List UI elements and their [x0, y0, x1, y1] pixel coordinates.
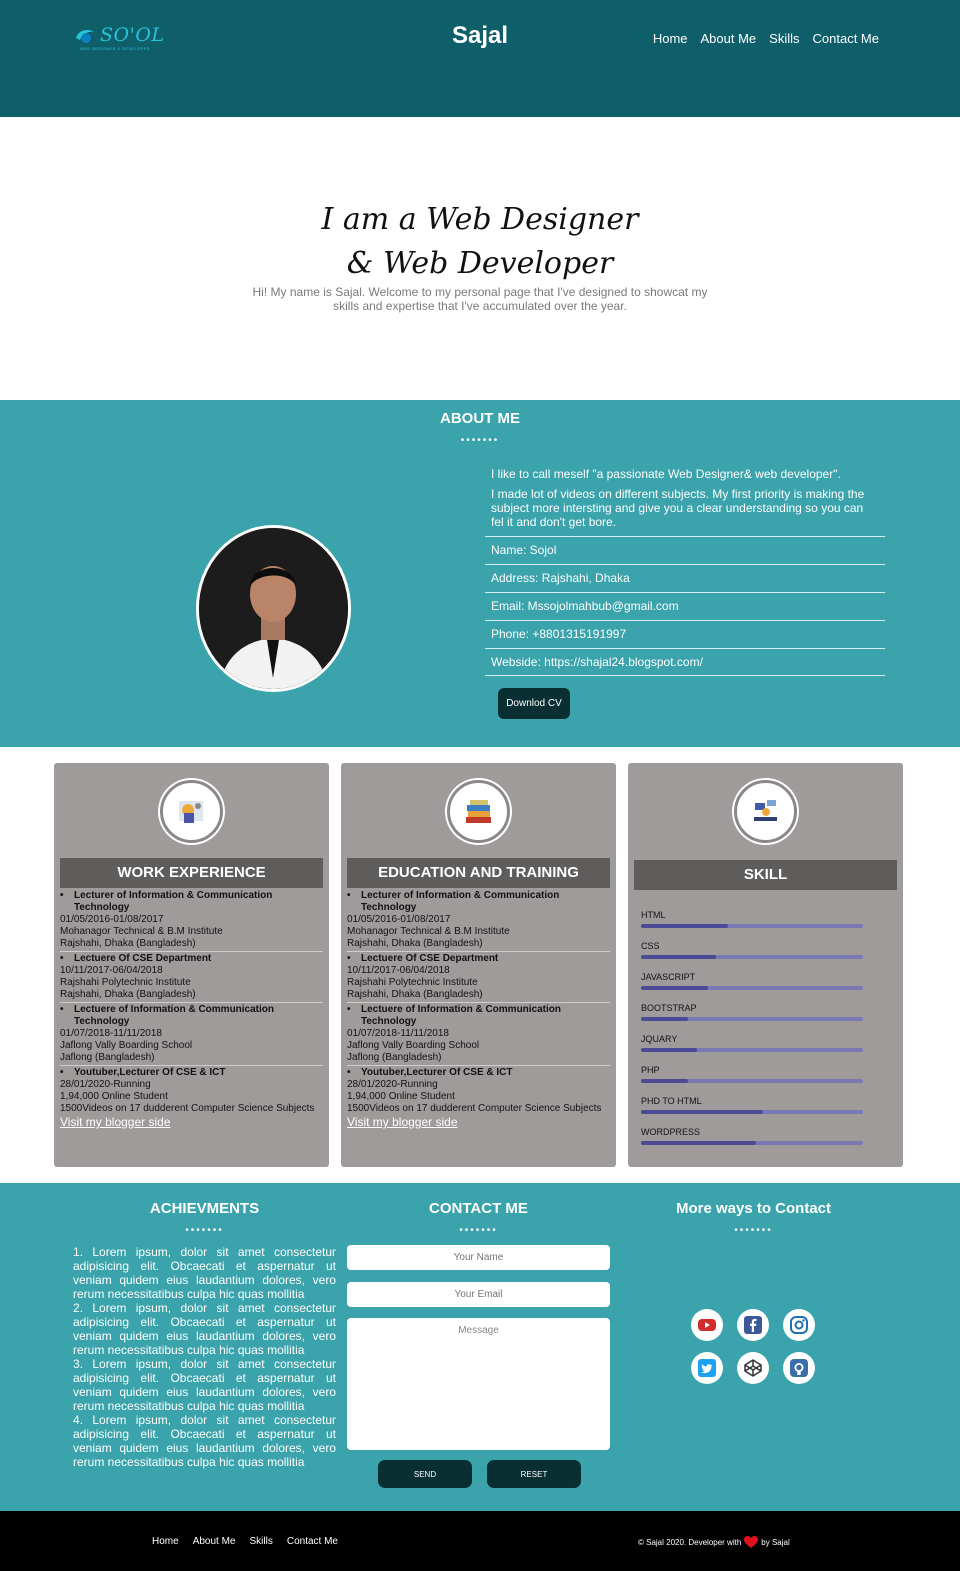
info-name: Name: Sojol — [485, 536, 885, 564]
skill-bar-fill — [641, 1110, 763, 1114]
youtube-icon[interactable] — [691, 1309, 723, 1341]
facebook-icon[interactable] — [737, 1309, 769, 1341]
skill-card — [628, 763, 903, 1167]
list-item: • Lectuere of Information & Communication Technology 01/07/2018-11/11/2018 Jaflong Vally Boarding School Jaflong (Bangladesh) — [60, 1004, 323, 1066]
blogger-link[interactable]: Visit my blogger side — [347, 1115, 458, 1129]
nav-home[interactable]: Home — [652, 31, 688, 46]
codepen-icon[interactable] — [737, 1352, 769, 1384]
list-item: • Lectuere of Information & Communication Technology 01/07/2018-11/11/2018 Jaflong Vally Boarding School Jaflong (Bangladesh) — [347, 1004, 610, 1066]
nav-skills[interactable]: Skills — [769, 31, 800, 46]
github-icon[interactable] — [783, 1352, 815, 1384]
skill-bar-fill — [641, 955, 716, 959]
work-list — [60, 890, 323, 1132]
skill-bar-track — [641, 1110, 863, 1114]
skill-bar-track — [641, 986, 863, 990]
hero-subtitle: Hi! My name is Sajal. Welcome to my personal page that I've designed to showcat my skills and expertise that I've accumulated over the year. — [252, 285, 708, 313]
hero-title-line1: I am a Web Designer — [321, 202, 639, 237]
books-icon — [462, 795, 495, 828]
skill-row — [641, 1095, 863, 1126]
contact-title: CONTACT ME — [429, 1200, 528, 1217]
site-header — [0, 0, 960, 117]
copyright — [638, 1536, 790, 1549]
site-title: Sajal — [451, 22, 509, 49]
info-address: Address: Rajshahi, Dhaka — [485, 564, 885, 592]
skill-label: WORDPRESS — [641, 1127, 701, 1137]
skill-row — [641, 971, 863, 1002]
main-nav — [653, 31, 879, 46]
blogger-link[interactable]: Visit my blogger side — [60, 1115, 171, 1129]
about-intro-1: I like to call meself "a passionate Web Designer& web developer". — [491, 467, 841, 481]
achievement-item: 1. Lorem ipsum, dolor sit amet consectetur adipisicing elit. Obcaecati et aspernatur ut veniam quidem eius laudantium dolores, vero rerum necessitatibus culpa hic quas mollitia — [73, 1245, 336, 1301]
achievements-title: ACHIEVMENTS — [149, 1200, 260, 1217]
skill-bar-track — [641, 1048, 863, 1052]
nav-about-me[interactable]: About Me — [700, 31, 757, 46]
skill-label: PHP — [641, 1065, 660, 1075]
name-input[interactable] — [347, 1245, 610, 1270]
nav-contact-me[interactable]: Contact Me — [812, 31, 879, 46]
work-experience-title: WORK EXPERIENCE — [60, 858, 323, 888]
skill-title: SKILL — [634, 860, 897, 890]
list-item: • Youtuber,Lecturer Of CSE & ICT 28/01/2020-Running 1,94,000 Online Student 1500Videos on 17 dudderent Computer Science Subjects Visit my blogger side — [347, 1067, 610, 1131]
heart-icon — [744, 1536, 758, 1549]
skill-label: HTML — [641, 910, 666, 920]
skill-bar-track — [641, 1017, 863, 1021]
info-website: Webside: https://shajal24.blogspot.com/ — [485, 648, 885, 676]
skill-bar-fill — [641, 986, 708, 990]
twitter-icon[interactable] — [691, 1352, 723, 1384]
skill-bar-fill — [641, 1048, 697, 1052]
skill-list — [641, 909, 863, 1157]
skill-bar-track — [641, 1079, 863, 1083]
copyright-text: © Sajal 2020. Developer with — [638, 1538, 742, 1547]
site-footer — [0, 1511, 960, 1571]
skill-label: JAVASCRIPT — [641, 972, 696, 982]
skill-label: JQUARY — [641, 1034, 678, 1044]
list-item: • Youtuber,Lecturer Of CSE & ICT 28/01/2020-Running 1,94,000 Online Student 1500Videos on 17 dudderent Computer Science Subjects Visit my blogger side — [60, 1067, 323, 1131]
logo-subtitle: WEB DESIGNER & DEVELOPER — [80, 46, 151, 51]
skill-row — [641, 940, 863, 971]
achievement-item: 2. Lorem ipsum, dolor sit amet consectetur adipisicing elit. Obcaecati et aspernatur ut veniam quidem eius laudantium dolores, vero rerum necessitatibus culpa hic quas mollitia — [73, 1301, 336, 1357]
skill-row — [641, 1064, 863, 1095]
skill-row — [641, 1002, 863, 1033]
skill-bar-track — [641, 1141, 863, 1145]
info-email: Email: Mssojolmahbub@gmail.com — [485, 592, 885, 620]
education-title: EDUCATION AND TRAINING — [347, 858, 610, 888]
education-card — [341, 763, 616, 1167]
email-input[interactable] — [347, 1282, 610, 1307]
skill-label: BOOTSTRAP — [641, 1003, 697, 1013]
send-button[interactable]: SEND — [378, 1460, 472, 1488]
more-ways-title: More ways to Contact — [675, 1200, 832, 1217]
work-experience-icon — [175, 795, 208, 828]
skill-bar-fill — [641, 1079, 688, 1083]
achievements-dots: ••••••• — [185, 1225, 224, 1236]
about-info — [485, 467, 885, 676]
hero-title — [0, 198, 960, 286]
profile-photo-image — [199, 528, 348, 689]
skill-bar-fill — [641, 1141, 756, 1145]
message-textarea[interactable]: Message — [347, 1318, 610, 1450]
footer-nav-home[interactable]: Home — [152, 1536, 179, 1547]
skill-row — [641, 909, 863, 940]
skill-icon-circle — [734, 780, 797, 843]
contact-dots: ••••••• — [459, 1225, 498, 1236]
logo-text: SO'OL — [100, 24, 165, 46]
footer-nav-about-me[interactable]: About Me — [192, 1536, 236, 1547]
developer-desk-icon — [749, 795, 782, 828]
about-dots: ••••••• — [460, 435, 500, 446]
download-cv-button[interactable]: Downlod CV — [498, 688, 570, 719]
achievement-item: 3. Lorem ipsum, dolor sit amet consectetur adipisicing elit. Obcaecati et aspernatur ut veniam quidem eius laudantium dolores, vero rerum necessitatibus culpa hic quas mollitia — [73, 1357, 336, 1413]
list-item: • Lectuere Of CSE Department 10/11/2017-06/04/2018 Rajshahi Polytechnic Institute Rajshahi, Dhaka (Bangladesh) — [347, 953, 610, 1003]
education-list — [347, 890, 610, 1132]
skill-bar-track — [641, 924, 863, 928]
more-ways-dots: ••••••• — [734, 1225, 773, 1236]
list-item: • Lecturer of Information & Communication Technology 01/05/2016-01/08/2017 Mohanagor Technical & B.M Institute Rajshahi, Dhaka (Bangladesh) — [60, 890, 323, 952]
achievements-list — [73, 1245, 336, 1469]
list-item: • Lectuere Of CSE Department 10/11/2017-06/04/2018 Rajshahi Polytechnic Institute Rajshahi, Dhaka (Bangladesh) — [60, 953, 323, 1003]
skill-bar-fill — [641, 924, 728, 928]
education-icon-circle — [447, 780, 510, 843]
hero-title-line2: & Web Developer — [346, 246, 614, 281]
skill-label: PHD TO HTML — [641, 1096, 702, 1106]
skill-label: CSS — [641, 941, 660, 951]
list-item: • Lecturer of Information & Communication Technology 01/05/2016-01/08/2017 Mohanagor Technical & B.M Institute Rajshahi, Dhaka (Bangladesh) — [347, 890, 610, 952]
skill-row — [641, 1033, 863, 1064]
instagram-icon[interactable] — [783, 1309, 815, 1341]
work-experience-card — [54, 763, 329, 1167]
about-title: ABOUT ME — [440, 410, 520, 427]
work-icon-circle — [160, 780, 223, 843]
achievement-item: 4. Lorem ipsum, dolor sit amet consectetur adipisicing elit. Obcaecati et aspernatur ut veniam quidem eius laudantium dolores, vero rerum necessitatibus culpa hic quas mollitia — [73, 1413, 336, 1469]
footer-nav — [152, 1536, 338, 1547]
about-intro-2: I made lot of videos on different subjects. My first priority is making the subject more intersting and give you a clear understanding so you can fel it and don't get bore. — [491, 487, 865, 529]
reset-button[interactable]: RESET — [487, 1460, 581, 1488]
skill-bar-track — [641, 955, 863, 959]
profile-photo — [196, 525, 351, 692]
footer-nav-skills[interactable]: Skills — [249, 1536, 273, 1547]
skill-row — [641, 1126, 863, 1157]
contact-section — [0, 1183, 960, 1511]
skill-bar-fill — [641, 1017, 688, 1021]
about-section — [0, 400, 960, 747]
footer-nav-contact-me[interactable]: Contact Me — [286, 1536, 338, 1547]
info-phone: Phone: +8801315191997 — [485, 620, 885, 648]
copyright-author: by Sajal — [761, 1538, 790, 1547]
